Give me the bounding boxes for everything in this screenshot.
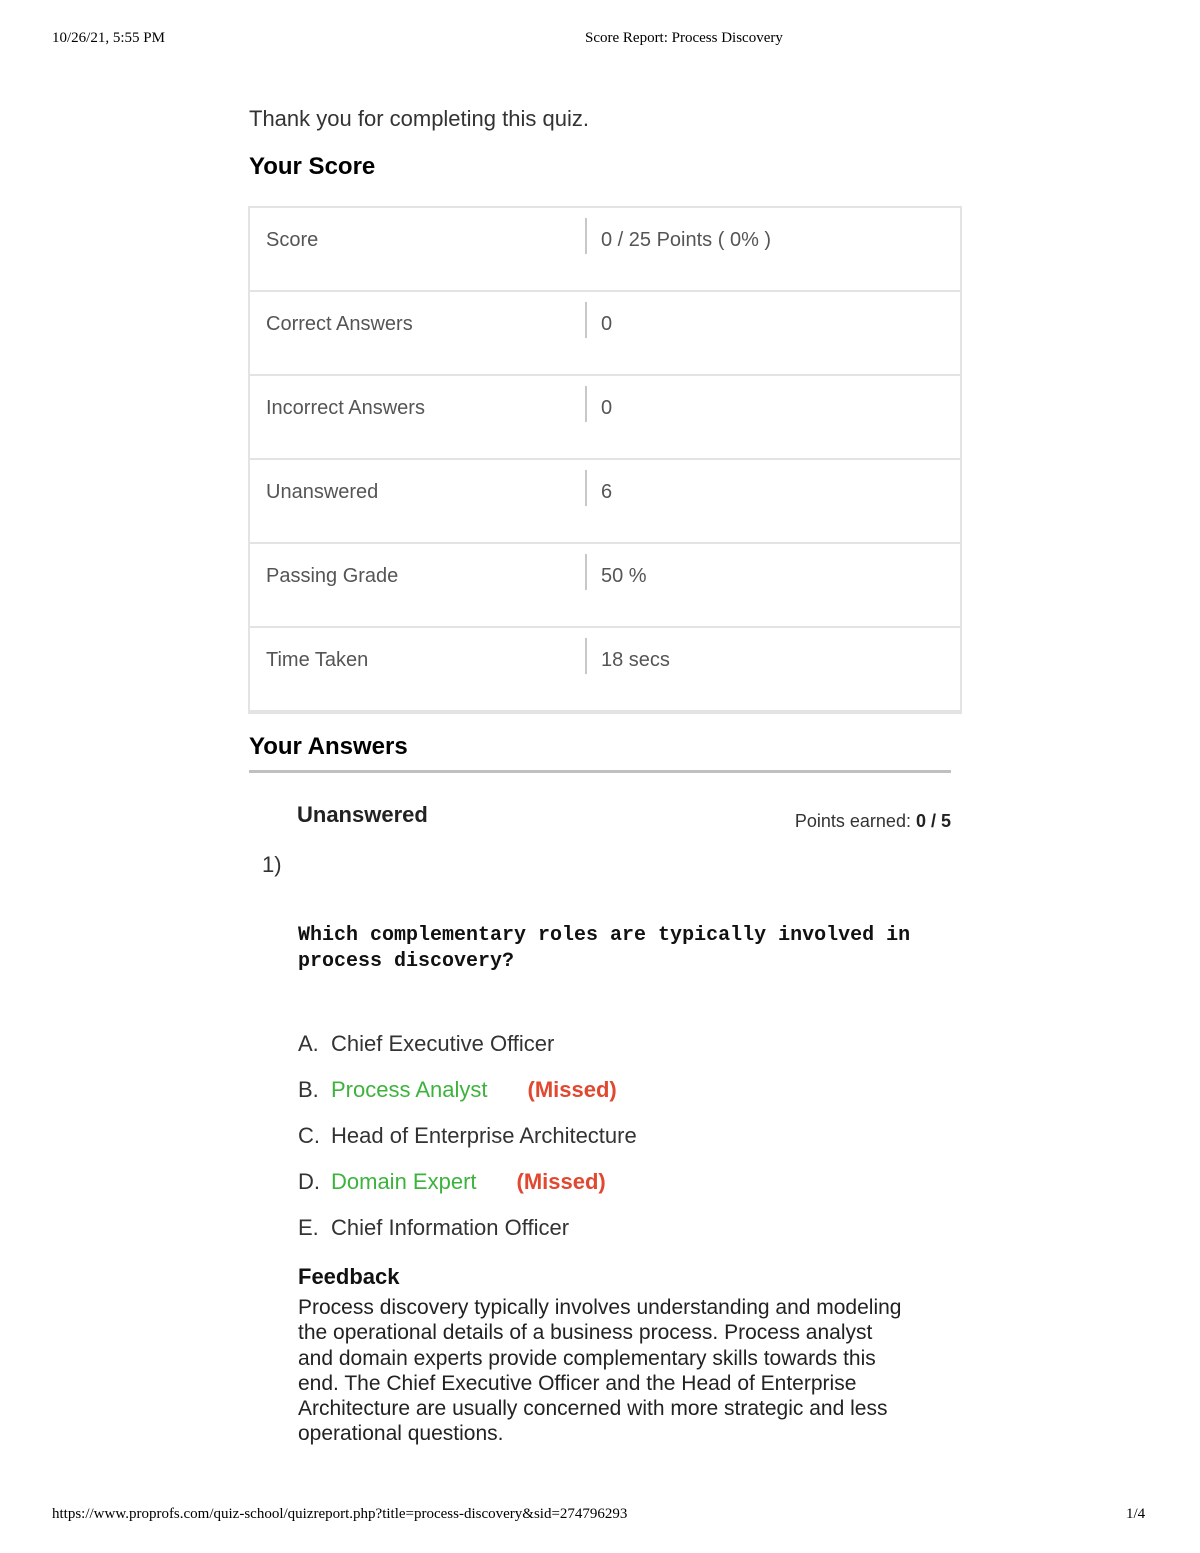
score-row-incorrect — [250, 376, 960, 460]
option-text: Chief Executive Officer — [331, 1031, 555, 1056]
score-row-unanswered — [250, 460, 960, 544]
score-value: 0 / 25 Points ( 0% ) — [601, 229, 772, 251]
unanswered-label: Unanswered — [266, 481, 379, 503]
question-status: Unanswered — [297, 802, 428, 827]
passing-grade-label: Passing Grade — [266, 565, 399, 587]
column-divider — [585, 302, 587, 338]
print-datetime: 10/26/21, 5:55 PM — [52, 30, 165, 46]
option-text-correct: Process Analyst — [331, 1077, 488, 1102]
option-a — [298, 1031, 637, 1077]
question-text: Which complementary roles are typically involved in process discovery? — [298, 924, 923, 973]
incorrect-answers-label: Incorrect Answers — [266, 397, 425, 419]
print-url: https://www.proprofs.com/quiz-school/quizreport.php?title=process-discovery&sid=274796293 — [52, 1506, 628, 1522]
score-section-title: Your Score — [249, 153, 376, 180]
answer-options — [298, 1031, 637, 1261]
answers-section-title: Your Answers — [249, 733, 408, 760]
option-letter: D. — [298, 1169, 320, 1194]
missed-badge: (Missed) — [527, 1077, 617, 1102]
thank-you-message: Thank you for completing this quiz. — [249, 106, 589, 131]
option-letter: C. — [298, 1123, 320, 1148]
passing-grade-value: 50 % — [601, 565, 647, 587]
option-letter: A. — [298, 1031, 319, 1056]
print-title: Score Report: Process Discovery — [585, 30, 783, 46]
score-row-score — [250, 208, 960, 292]
option-letter: B. — [298, 1077, 319, 1102]
option-text: Head of Enterprise Architecture — [331, 1123, 637, 1148]
score-label: Score — [266, 229, 319, 251]
points-earned — [795, 811, 951, 832]
score-row-correct — [250, 292, 960, 376]
column-divider — [585, 470, 587, 506]
unanswered-value: 6 — [601, 481, 613, 503]
time-taken-value: 18 secs — [601, 649, 670, 671]
option-c — [298, 1123, 637, 1169]
score-table — [248, 206, 962, 714]
option-text-correct: Domain Expert — [331, 1169, 477, 1194]
option-text: Chief Information Officer — [331, 1215, 570, 1240]
column-divider — [585, 386, 587, 422]
column-divider — [585, 218, 587, 254]
column-divider — [585, 554, 587, 590]
question-number: 1) — [262, 852, 282, 877]
column-divider — [585, 638, 587, 674]
missed-badge: (Missed) — [516, 1169, 606, 1194]
points-earned-label: Points earned: — [794, 811, 911, 831]
answers-divider — [249, 770, 951, 773]
option-e — [298, 1215, 637, 1261]
option-d — [298, 1169, 637, 1215]
time-taken-label: Time Taken — [266, 649, 369, 671]
feedback-title: Feedback — [298, 1264, 400, 1289]
score-row-passing — [250, 544, 960, 628]
option-letter: E. — [298, 1215, 319, 1240]
feedback-text: Process discovery typically involves understanding and modeling the operational details of a business process. Process analyst and domain experts provide complementary skills towards this end. The Chief Executive Officer and the Head of Enterprise Architecture are usually concerned with more strategic and less operational questions. — [298, 1296, 902, 1446]
correct-answers-value: 0 — [601, 313, 613, 335]
incorrect-answers-value: 0 — [601, 397, 613, 419]
score-row-time — [250, 628, 960, 710]
correct-answers-label: Correct Answers — [266, 313, 413, 335]
page-number: 1/4 — [1126, 1506, 1146, 1522]
points-earned-value: 0 / 5 — [915, 811, 951, 831]
option-b — [298, 1077, 637, 1123]
